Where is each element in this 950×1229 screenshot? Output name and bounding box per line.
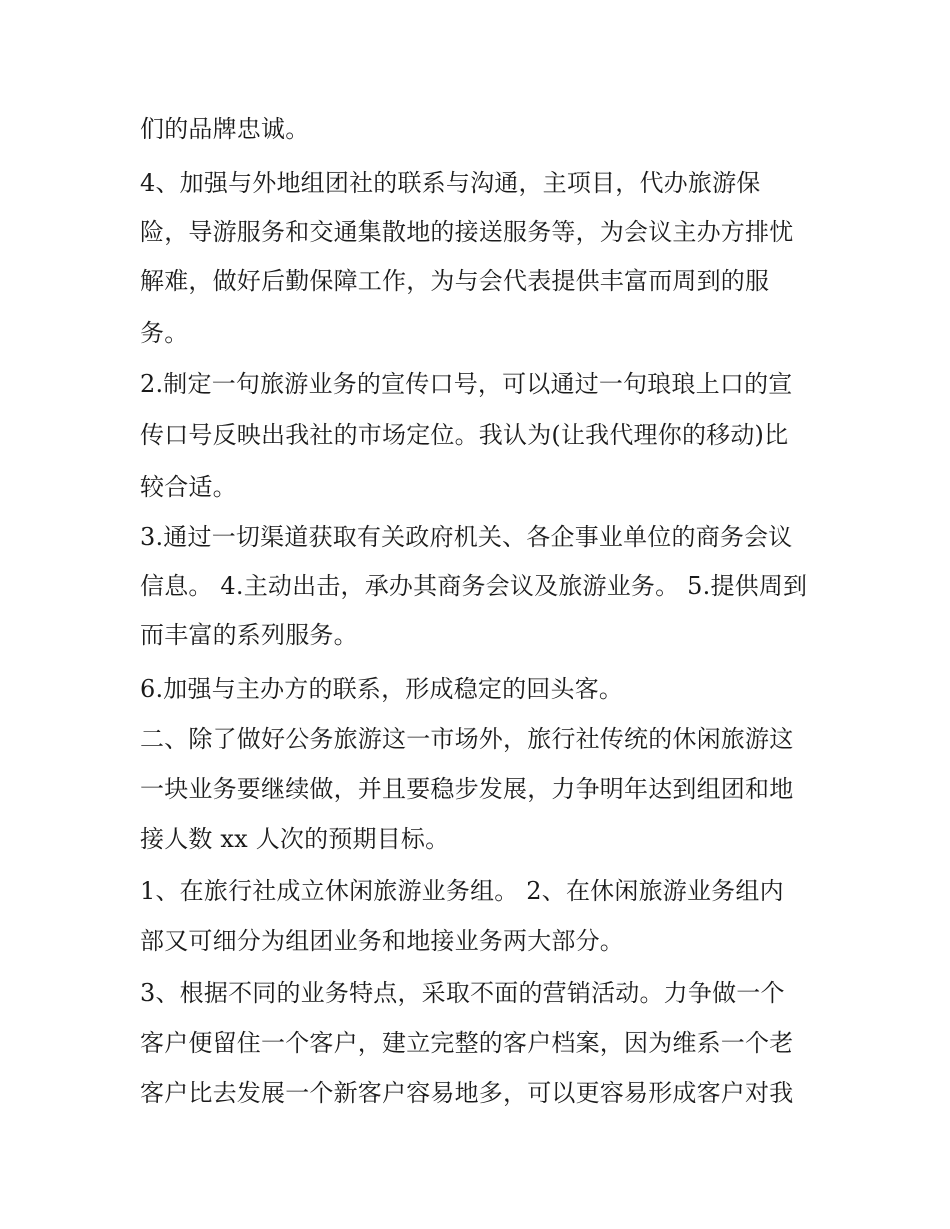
text-line: 6.加强与主办方的联系，形成稳定的回头客。 bbox=[140, 675, 624, 703]
text-line: 1、在旅行社成立休闲旅游业务组。 2、在休闲旅游业务组内 bbox=[140, 877, 784, 905]
text-line: 一块业务要继续做，并且要稳步发展，力争明年达到组团和地 bbox=[140, 775, 794, 803]
text-line: 部又可细分为组团业务和地接业务两大部分。 bbox=[140, 927, 624, 955]
text-line: 解难，做好后勤保障工作，为与会代表提供丰富而周到的服 bbox=[140, 267, 770, 295]
text-line: 客户比去发展一个新客户容易地多，可以更容易形成客户对我 bbox=[140, 1079, 794, 1107]
text-line: 较合适。 bbox=[140, 473, 237, 501]
text-line: 二、除了做好公务旅游这一市场外，旅行社传统的休闲旅游这 bbox=[140, 725, 794, 753]
text-line: 信息。 4.主动出击，承办其商务会议及旅游业务。 5.提供周到 bbox=[140, 572, 808, 600]
text-line: 险，导游服务和交通集散地的接送服务等，为会议主办方排忧 bbox=[140, 218, 794, 246]
text-line: 接人数 xx 人次的预期目标。 bbox=[140, 825, 450, 853]
text-line: 4、加强与外地组团社的联系与沟通，主项目，代办旅游保 bbox=[140, 169, 761, 197]
text-line: 3、根据不同的业务特点，采取不面的营销活动。力争做一个 bbox=[140, 979, 785, 1007]
text-line: 务。 bbox=[140, 319, 189, 347]
text-line: 客户便留住一个客户，建立完整的客户档案，因为维系一个老 bbox=[140, 1029, 794, 1057]
text-line: 们的品牌忠诚。 bbox=[140, 115, 310, 143]
text-line: 2.制定一句旅游业务的宣传口号，可以通过一句琅琅上口的宣 bbox=[140, 370, 793, 398]
text-line: 传口号反映出我社的市场定位。我认为(让我代理你的移动)比 bbox=[140, 421, 789, 449]
text-line: 而丰富的系列服务。 bbox=[140, 621, 358, 649]
text-line: 3.通过一切渠道获取有关政府机关、各企事业单位的商务会议 bbox=[140, 523, 793, 551]
